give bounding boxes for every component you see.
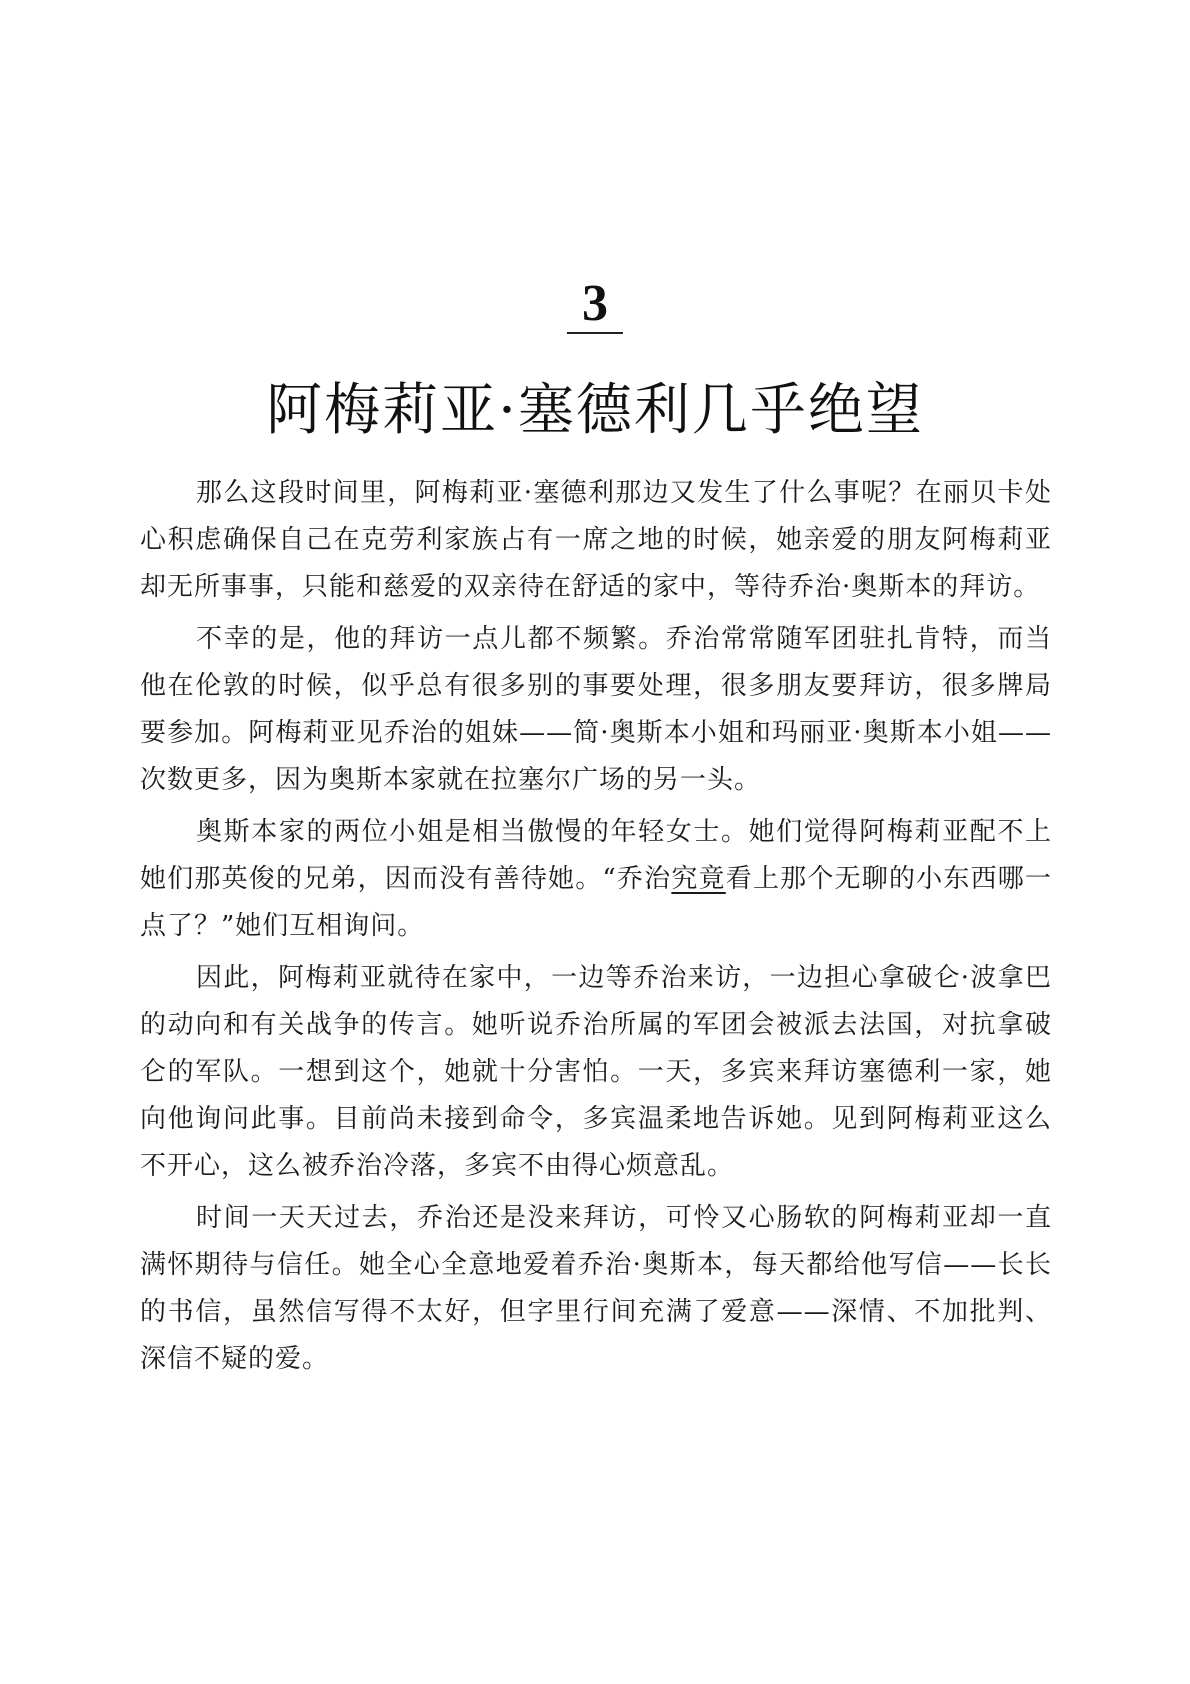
- chapter-header: [0, 276, 1190, 334]
- paragraph-3: [140, 809, 1052, 950]
- paragraph-3-part-2: 看上那个无聊的小东西哪一点了？”她们互相询问。: [140, 864, 1052, 941]
- underlined-word: 究竟: [671, 864, 726, 894]
- chapter-title: 阿梅莉亚·塞德利几乎绝望: [266, 377, 924, 443]
- paragraph-4: 因此，阿梅莉亚就待在家中，一边等乔治来访，一边担心拿破仑·波拿巴的动向和有关战争的传言。她听说乔治所属的军团会被派去法国，对抗拿破仑的军队。一想到这个，她就十分害怕。一天，多宾来拜访塞德利一家，她向他询问此事。目前尚未接到命令，多宾温柔地告诉她。见到阿梅莉亚这么不开心，这么被乔治冷落，多宾不由得心烦意乱。: [140, 963, 1052, 1181]
- chapter-number-rule: [567, 332, 623, 334]
- chapter-body: [140, 470, 1052, 1388]
- paragraph-2: 不幸的是，他的拜访一点儿都不频繁。乔治常常随军团驻扎肯特，而当他在伦敦的时候，似乎总有很多别的事要处理，很多朋友要拜访，很多牌局要参加。阿梅莉亚见乔治的姐妹——简·奥斯本小姐和玛丽亚·奥斯本小姐——次数更多，因为奥斯本家就在拉塞尔广场的另一头。: [140, 624, 1052, 795]
- chapter-number: 3: [582, 275, 608, 332]
- paragraph-1: 那么这段时间里，阿梅莉亚·塞德利那边又发生了什么事呢？在丽贝卡处心积虑确保自己在克劳利家族占有一席之地的时候，她亲爱的朋友阿梅莉亚却无所事事，只能和慈爱的双亲待在舒适的家中，等待乔治·奥斯本的拜访。: [140, 478, 1052, 602]
- paragraph-5: 时间一天天过去，乔治还是没来拜访，可怜又心肠软的阿梅莉亚却一直满怀期待与信任。她全心全意地爱着乔治·奥斯本，每天都给他写信——长长的书信，虽然信写得不太好，但字里行间充满了爱意——深情、不加批判、深信不疑的爱。: [140, 1203, 1052, 1374]
- chapter-number-block: [567, 276, 623, 334]
- paragraph-3-part-1: 奥斯本家的两位小姐是相当傲慢的年轻女士。她们觉得阿梅莉亚配不上她们那英俊的兄弟，因而没有善待她。“乔治: [140, 817, 1052, 894]
